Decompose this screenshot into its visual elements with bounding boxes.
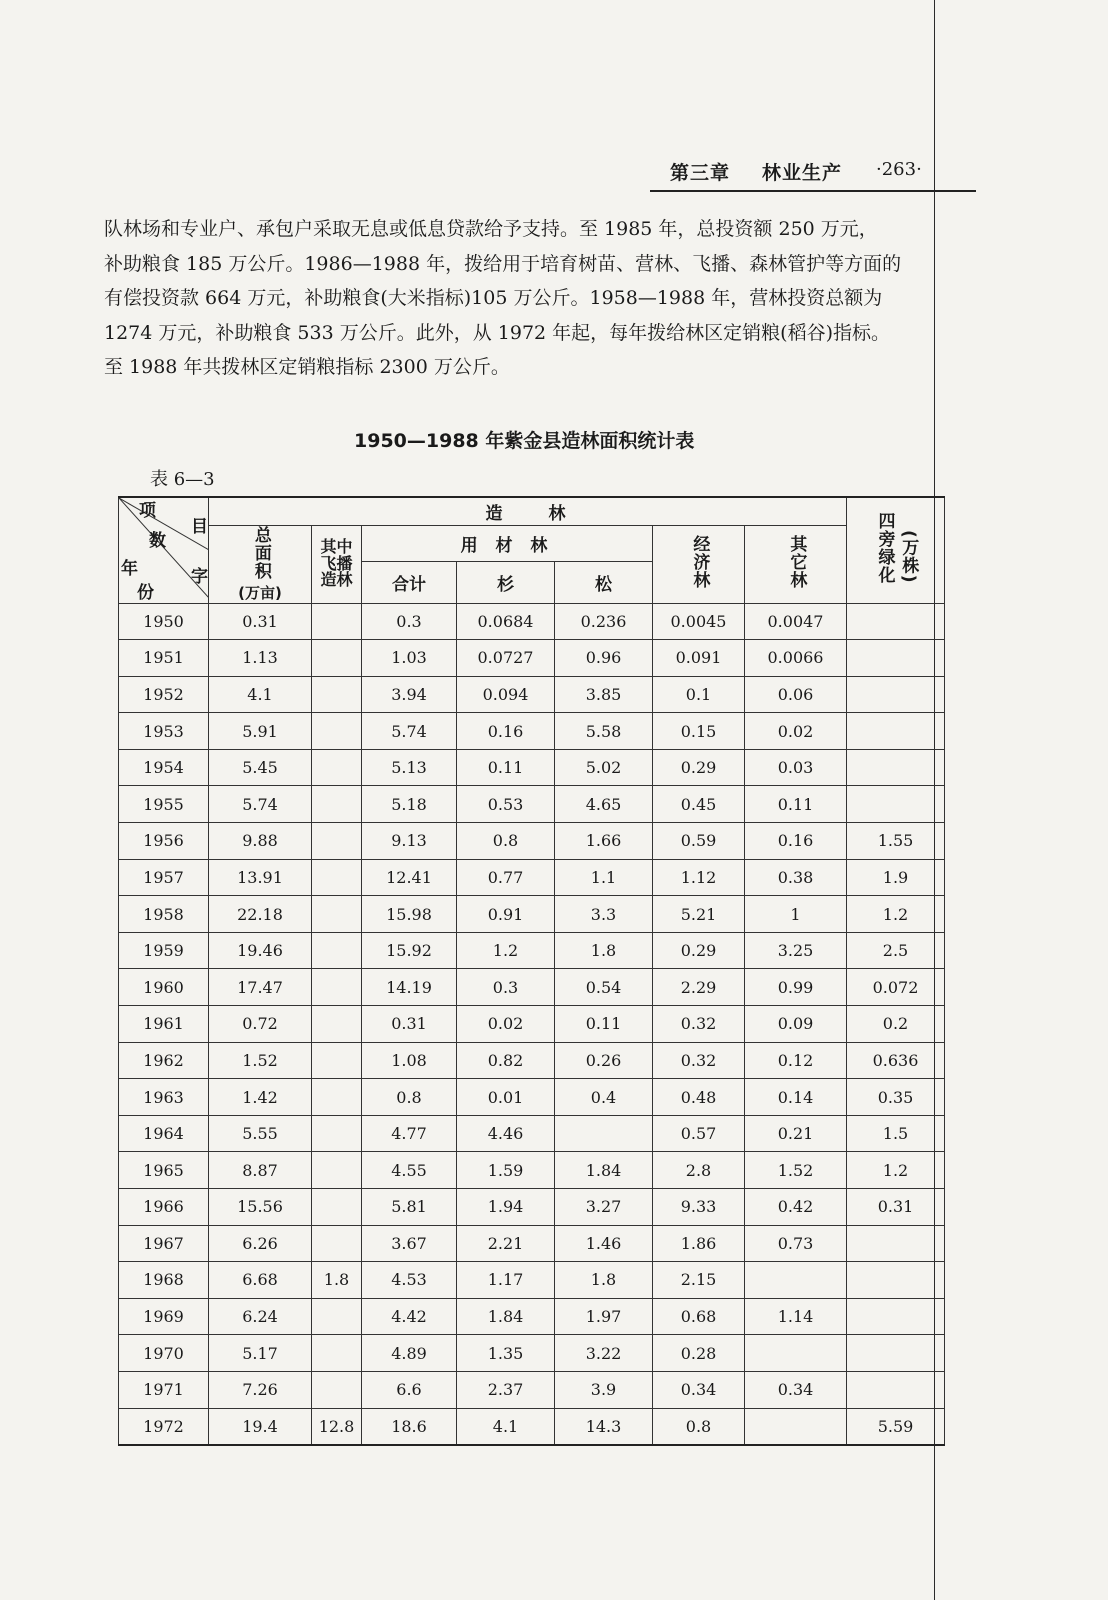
fir-cell: 0.0727 [457,640,555,677]
table-row [119,1115,945,1152]
total-area-cell: 19.46 [209,932,312,969]
aerial-seeding-cell [312,676,362,713]
pine-cell: 5.58 [555,713,653,750]
pine-cell: 3.3 [555,896,653,933]
other-forest-cell: 1 [745,896,847,933]
section-label: 林业生产 [762,162,843,184]
timber-subtotal-cell: 0.8 [362,1079,457,1116]
year-cell: 1957 [119,859,209,896]
four-side-greening-cell [847,603,945,640]
year-cell: 1970 [119,1335,209,1372]
four-side-greening-cell: 1.2 [847,896,945,933]
timber-subtotal-cell: 15.98 [362,896,457,933]
pine-cell: 0.11 [555,1006,653,1043]
timber-subtotal-cell: 4.42 [362,1298,457,1335]
fir-cell: 1.84 [457,1298,555,1335]
other-forest-cell: 0.38 [745,859,847,896]
total-area-cell: 1.52 [209,1042,312,1079]
aerial-seeding-cell [312,1298,362,1335]
table-row [119,676,945,713]
total-area-cell: 4.1 [209,676,312,713]
other-forest-cell: 0.16 [745,823,847,860]
table-row [119,640,945,677]
aerial-seeding-cell [312,1189,362,1226]
year-cell: 1964 [119,1115,209,1152]
timber-subtotal-cell: 4.55 [362,1152,457,1189]
fir-cell: 0.01 [457,1079,555,1116]
four-side-greening-cell [847,640,945,677]
pine-cell: 0.4 [555,1079,653,1116]
timber-subtotal-cell: 5.18 [362,786,457,823]
other-forest-cell: 0.14 [745,1079,847,1116]
pine-cell: 1.84 [555,1152,653,1189]
total-area-cell: 13.91 [209,859,312,896]
aerial-seeding-cell [312,786,362,823]
body-paragraph [104,212,984,385]
other-forest-cell: 0.0047 [745,603,847,640]
economic-forest-cell: 1.86 [653,1225,745,1262]
four-side-greening-cell [847,786,945,823]
aerial-seeding-cell [312,1079,362,1116]
pine-cell: 1.8 [555,1262,653,1299]
afforestation-table [118,496,945,1446]
timber-subtotal-cell: 5.81 [362,1189,457,1226]
fir-cell: 2.21 [457,1225,555,1262]
table-row [119,1079,945,1116]
timber-subtotal-cell: 0.3 [362,603,457,640]
running-header [650,156,976,192]
timber-subtotal-cell: 14.19 [362,969,457,1006]
timber-subtotal-header: 合计 [362,561,457,603]
total-area-cell: 5.45 [209,749,312,786]
aerial-seeding-cell [312,1335,362,1372]
timber-subtotal-cell: 4.77 [362,1115,457,1152]
four-side-greening-cell [847,1335,945,1372]
table-row [119,932,945,969]
year-cell: 1971 [119,1371,209,1408]
table-row [119,713,945,750]
economic-forest-cell: 0.1 [653,676,745,713]
total-area-cell: 22.18 [209,896,312,933]
economic-forest-cell: 0.45 [653,786,745,823]
economic-forest-cell: 0.29 [653,932,745,969]
four-side-greening-cell [847,1262,945,1299]
aerial-seeding-cell [312,1152,362,1189]
year-cell: 1968 [119,1262,209,1299]
total-area-cell: 7.26 [209,1371,312,1408]
paragraph-line: 有偿投资款 664 万元，补助粮食(大米指标)105 万公斤。1958—1988 年，营林投资总额为 [104,287,883,309]
year-cell: 1953 [119,713,209,750]
other-forest-cell: 0.11 [745,786,847,823]
other-forest-cell: 0.21 [745,1115,847,1152]
year-cell: 1954 [119,749,209,786]
total-area-cell: 9.88 [209,823,312,860]
total-area-cell: 5.55 [209,1115,312,1152]
pine-cell: 5.02 [555,749,653,786]
fir-cell: 4.1 [457,1408,555,1445]
other-forest-cell: 0.12 [745,1042,847,1079]
year-cell: 1967 [119,1225,209,1262]
table-row [119,1408,945,1445]
fir-cell: 0.8 [457,823,555,860]
other-forest-cell: 1.14 [745,1298,847,1335]
four-side-unit: (万株) [898,530,919,584]
year-cell: 1972 [119,1408,209,1445]
other-forest-cell: 0.09 [745,1006,847,1043]
other-forest-cell: 3.25 [745,932,847,969]
table-row [119,1298,945,1335]
year-cell: 1958 [119,896,209,933]
total-area-cell: 15.56 [209,1189,312,1226]
economic-forest-cell: 0.57 [653,1115,745,1152]
timber-subtotal-cell: 15.92 [362,932,457,969]
economic-forest-label: 经济林 [689,534,710,589]
four-side-greening-cell [847,1225,945,1262]
fir-cell: 0.094 [457,676,555,713]
economic-forest-cell: 0.0045 [653,603,745,640]
fir-cell: 0.82 [457,1042,555,1079]
year-cell: 1963 [119,1079,209,1116]
table-row [119,1371,945,1408]
total-area-header [209,525,312,603]
total-area-cell: 5.74 [209,786,312,823]
four-side-greening-cell [847,1298,945,1335]
total-area-cell: 17.47 [209,969,312,1006]
aerial-seeding-cell [312,1225,362,1262]
corner-label-number-1: 数 [149,531,166,551]
year-cell: 1960 [119,969,209,1006]
aerial-seeding-label: 其中飞播造林 [320,536,353,590]
fir-cell: 0.11 [457,749,555,786]
economic-forest-cell: 0.34 [653,1371,745,1408]
fir-cell: 0.02 [457,1006,555,1043]
four-side-greening-cell: 0.2 [847,1006,945,1043]
economic-forest-cell: 0.68 [653,1298,745,1335]
total-area-cell: 5.17 [209,1335,312,1372]
total-area-cell: 6.68 [209,1262,312,1299]
economic-forest-cell: 2.29 [653,969,745,1006]
other-forest-header [745,525,847,603]
aerial-seeding-cell [312,640,362,677]
four-side-greening-cell: 0.31 [847,1189,945,1226]
economic-forest-cell: 0.8 [653,1408,745,1445]
aerial-seeding-cell: 1.8 [312,1262,362,1299]
other-forest-cell [745,1262,847,1299]
timber-subtotal-cell: 1.03 [362,640,457,677]
four-side-greening-cell: 1.5 [847,1115,945,1152]
fir-cell: 4.46 [457,1115,555,1152]
table-row [119,1262,945,1299]
pine-cell: 4.65 [555,786,653,823]
timber-subtotal-cell: 5.74 [362,713,457,750]
table-row [119,1335,945,1372]
table-body [119,603,945,1445]
four-side-label: 四旁绿化 [874,511,895,584]
other-forest-cell: 0.42 [745,1189,847,1226]
table-title: 1950—1988 年紫金县造林面积统计表 [354,430,695,452]
year-cell: 1965 [119,1152,209,1189]
aerial-seeding-cell [312,749,362,786]
year-cell: 1956 [119,823,209,860]
aerial-seeding-cell [312,859,362,896]
timber-subtotal-cell: 18.6 [362,1408,457,1445]
other-forest-cell: 0.0066 [745,640,847,677]
corner-label-number-2: 字 [191,567,208,587]
economic-forest-cell: 2.15 [653,1262,745,1299]
year-cell: 1950 [119,603,209,640]
pine-cell: 1.46 [555,1225,653,1262]
aerial-seeding-cell [312,896,362,933]
corner-label-item-2: 目 [191,517,208,537]
four-side-greening-cell [847,676,945,713]
total-area-cell: 1.13 [209,640,312,677]
pine-cell: 0.236 [555,603,653,640]
table-row [119,1006,945,1043]
table-row [119,749,945,786]
pine-cell: 0.96 [555,640,653,677]
timber-forest-header: 用 材 林 [362,525,653,561]
table-row [119,1225,945,1262]
total-area-cell: 6.24 [209,1298,312,1335]
economic-forest-cell: 0.32 [653,1006,745,1043]
fir-cell: 0.16 [457,713,555,750]
total-area-cell: 0.72 [209,1006,312,1043]
total-area-cell: 0.31 [209,603,312,640]
four-side-greening-header [847,497,945,603]
chapter-label: 第三章 [670,162,731,184]
pine-cell: 14.3 [555,1408,653,1445]
timber-subtotal-cell: 3.67 [362,1225,457,1262]
four-side-greening-cell [847,713,945,750]
other-forest-cell: 0.02 [745,713,847,750]
paragraph-line: 补助粮食 185 万公斤。1986—1988 年，拨给用于培育树苗、营林、飞播、森林管护等方面的 [104,252,902,275]
corner-label-item-1: 项 [139,501,156,521]
other-forest-cell: 0.03 [745,749,847,786]
afforestation-group-header: 造 林 [209,497,847,525]
fir-cell: 0.0684 [457,603,555,640]
year-cell: 1955 [119,786,209,823]
timber-subtotal-cell: 5.13 [362,749,457,786]
aerial-seeding-header [312,525,362,603]
year-cell: 1951 [119,640,209,677]
aerial-seeding-cell [312,1115,362,1152]
other-forest-cell [745,1335,847,1372]
economic-forest-cell: 0.32 [653,1042,745,1079]
economic-forest-cell: 2.8 [653,1152,745,1189]
fir-cell: 1.17 [457,1262,555,1299]
economic-forest-cell: 9.33 [653,1189,745,1226]
other-forest-cell: 0.06 [745,676,847,713]
pine-cell: 0.26 [555,1042,653,1079]
paragraph-line: 至 1988 年共拨林区定销粮指标 2300 万公斤。 [104,356,510,378]
table-row [119,823,945,860]
table-row [119,896,945,933]
total-area-cell: 8.87 [209,1152,312,1189]
economic-forest-cell: 1.12 [653,859,745,896]
fir-cell: 0.53 [457,786,555,823]
total-area-cell: 5.91 [209,713,312,750]
other-forest-label: 其它林 [786,534,807,589]
aerial-seeding-cell [312,713,362,750]
table-row [119,969,945,1006]
aerial-seeding-cell [312,969,362,1006]
total-area-cell: 19.4 [209,1408,312,1445]
fir-cell: 1.2 [457,932,555,969]
year-cell: 1962 [119,1042,209,1079]
four-side-greening-cell: 1.9 [847,859,945,896]
table-row [119,1152,945,1189]
other-forest-cell: 1.52 [745,1152,847,1189]
economic-forest-cell: 5.21 [653,896,745,933]
economic-forest-cell: 0.091 [653,640,745,677]
pine-cell: 3.22 [555,1335,653,1372]
corner-header [119,497,209,603]
economic-forest-cell: 0.29 [653,749,745,786]
year-cell: 1952 [119,676,209,713]
aerial-seeding-cell [312,823,362,860]
fir-header: 杉 [457,561,555,603]
economic-forest-cell: 0.48 [653,1079,745,1116]
four-side-greening-cell: 2.5 [847,932,945,969]
fir-cell: 1.94 [457,1189,555,1226]
economic-forest-header [653,525,745,603]
paragraph-line: 队林场和专业户、承包户采取无息或低息贷款给予支持。至 1985 年，总投资额 250 万元， [104,218,878,240]
pine-cell [555,1115,653,1152]
four-side-greening-cell [847,749,945,786]
aerial-seeding-cell: 12.8 [312,1408,362,1445]
year-cell: 1969 [119,1298,209,1335]
corner-label-year-2: 份 [137,583,154,603]
total-area-label: 总面积 [250,525,271,580]
aerial-seeding-cell [312,603,362,640]
table-row [119,603,945,640]
other-forest-cell [745,1408,847,1445]
year-cell: 1961 [119,1006,209,1043]
four-side-greening-cell: 1.55 [847,823,945,860]
table-row [119,1042,945,1079]
paragraph-line: 1274 万元，补助粮食 533 万公斤。此外，从 1972 年起，每年拨给林区定销粮(稻谷)指标。 [104,321,890,344]
timber-subtotal-cell: 9.13 [362,823,457,860]
four-side-greening-cell: 5.59 [847,1408,945,1445]
fir-cell: 0.77 [457,859,555,896]
pine-cell: 0.54 [555,969,653,1006]
four-side-greening-cell: 1.2 [847,1152,945,1189]
table-row [119,859,945,896]
four-side-greening-cell: 0.072 [847,969,945,1006]
aerial-seeding-cell [312,1042,362,1079]
total-area-unit: (万亩) [238,583,282,602]
pine-cell: 3.27 [555,1189,653,1226]
timber-subtotal-cell: 4.89 [362,1335,457,1372]
timber-subtotal-cell: 6.6 [362,1371,457,1408]
timber-subtotal-cell: 3.94 [362,676,457,713]
total-area-cell: 6.26 [209,1225,312,1262]
page-number: ·263· [876,159,922,180]
aerial-seeding-cell [312,1006,362,1043]
pine-cell: 1.8 [555,932,653,969]
pine-header: 松 [555,561,653,603]
economic-forest-cell: 0.28 [653,1335,745,1372]
four-side-greening-cell: 0.636 [847,1042,945,1079]
table-row [119,786,945,823]
table-row [119,1189,945,1226]
total-area-cell: 1.42 [209,1079,312,1116]
other-forest-cell: 0.99 [745,969,847,1006]
pine-cell: 1.97 [555,1298,653,1335]
other-forest-cell: 0.73 [745,1225,847,1262]
fir-cell: 1.35 [457,1335,555,1372]
timber-subtotal-cell: 1.08 [362,1042,457,1079]
table-number: 表 6—3 [150,469,215,490]
fir-cell: 2.37 [457,1371,555,1408]
fir-cell: 0.3 [457,969,555,1006]
year-cell: 1959 [119,932,209,969]
pine-cell: 3.9 [555,1371,653,1408]
pine-cell: 1.66 [555,823,653,860]
corner-label-year-1: 年 [121,559,138,579]
aerial-seeding-cell [312,932,362,969]
timber-subtotal-cell: 12.41 [362,859,457,896]
timber-subtotal-cell: 0.31 [362,1006,457,1043]
fir-cell: 1.59 [457,1152,555,1189]
four-side-greening-cell [847,1371,945,1408]
pine-cell: 1.1 [555,859,653,896]
fir-cell: 0.91 [457,896,555,933]
year-cell: 1966 [119,1189,209,1226]
timber-subtotal-cell: 4.53 [362,1262,457,1299]
economic-forest-cell: 0.15 [653,713,745,750]
four-side-greening-cell: 0.35 [847,1079,945,1116]
aerial-seeding-cell [312,1371,362,1408]
economic-forest-cell: 0.59 [653,823,745,860]
pine-cell: 3.85 [555,676,653,713]
other-forest-cell: 0.34 [745,1371,847,1408]
